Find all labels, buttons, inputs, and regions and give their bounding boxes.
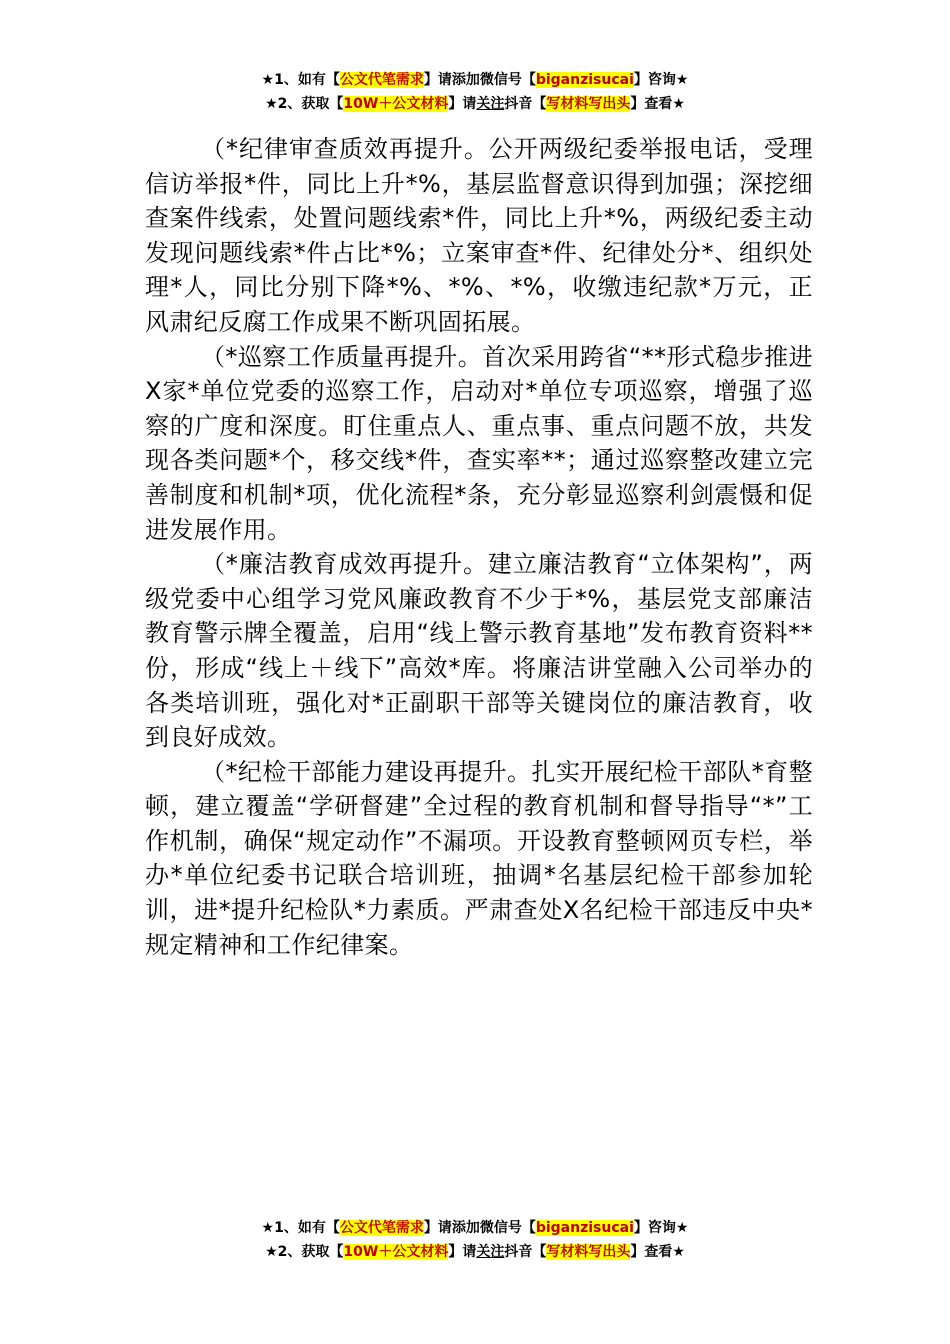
highlight-text: 写材料写出头 <box>546 1244 631 1260</box>
highlight-text: 10W＋公文材料 <box>343 96 449 112</box>
banner-text: 】查看★ <box>630 96 685 112</box>
banner-line-1 <box>0 68 950 92</box>
banner-text: 】查看★ <box>630 1244 685 1260</box>
banner-text: ★2、获取【 <box>265 1244 344 1260</box>
highlight-text: 10W＋公文材料 <box>343 1244 449 1260</box>
paragraph-discipline-review: （*纪律审查质效再提升。公开两级纪委举报电话，受理信访举报*件，同比上升*%，基层监督意识得到加强；深挖细查案件线索，处置问题线索*件，同比上升*%，两级纪委主动发现问题线索*件占比*%；立案审查*件、纪律处分*、组织处理*人，同比分别下降*%、*%、*%，收缴违纪款*万元，正风肃纪反腐工作成果不断巩固拓展。 <box>145 135 813 336</box>
paragraph-cadre-capacity: （*纪检干部能力建设再提升。扎实开展纪检干部队*育整顿，建立覆盖“学研督建”全过程的教育机制和督导指导“*”工作机制，确保“规定动作”不漏项。开设教育整顿网页专栏，举办*单位纪委书记联合培训班，抽调*名基层纪检干部参加轮训，进*提升纪检队*力素质。严肃查处X名纪检干部违反中央*规定精神和工作纪律案。 <box>145 757 813 959</box>
paragraph-inspection: （*巡察工作质量再提升。首次采用跨省“**形式稳步推进X家*单位党委的巡察工作，启动对*单位专项巡察，增强了巡察的广度和深度。盯住重点人、重点事、重点问题不放，共发现各类问题*个，移交线*件，查实率**；通过巡察整改建立完善制度和机制*项，优化流程*条，充分彰显巡察利剑震慑和促进发展作用。 <box>145 342 813 544</box>
banner-text: 抖音【 <box>504 96 547 112</box>
header-banner <box>0 68 950 116</box>
banner-line-2 <box>0 92 950 116</box>
banner-text: ★1、如有【 <box>261 1220 340 1236</box>
highlight-text: 公文代笔需求 <box>339 72 424 88</box>
banner-text: ★1、如有【 <box>261 72 340 88</box>
wechat-id: biganzisucai <box>535 72 634 88</box>
document-body <box>145 132 813 962</box>
banner-text: 】请 <box>448 96 477 112</box>
banner-line-2 <box>0 1240 950 1264</box>
underlined-text: 关注 <box>476 1244 505 1260</box>
banner-text: 】请 <box>448 1244 477 1260</box>
banner-text: 】咨询★ <box>633 1220 689 1236</box>
banner-text: 】咨询★ <box>633 72 689 88</box>
banner-line-1 <box>0 1216 950 1240</box>
underlined-text: 关注 <box>476 96 505 112</box>
footer-banner <box>0 1216 950 1264</box>
banner-text: ★2、获取【 <box>265 96 344 112</box>
banner-text: 】请添加微信号【 <box>423 1220 536 1236</box>
wechat-id: biganzisucai <box>535 1220 634 1236</box>
banner-text: 抖音【 <box>504 1244 547 1260</box>
highlight-text: 写材料写出头 <box>546 96 631 112</box>
banner-text: 】请添加微信号【 <box>423 72 536 88</box>
highlight-text: 公文代笔需求 <box>339 1220 424 1236</box>
paragraph-integrity-education: （*廉洁教育成效再提升。建立廉洁教育“立体架构”，两级党委中心组学习党风廉政教育不少于*%，基层党支部廉洁教育警示牌全覆盖，启用“线上警示教育基地”发布教育资料**份，形成“线上＋线下”高效*库。将廉洁讲堂融入公司举办的各类培训班，强化对*正副职干部等关键岗位的廉洁教育，收到良好成效。 <box>145 550 813 752</box>
